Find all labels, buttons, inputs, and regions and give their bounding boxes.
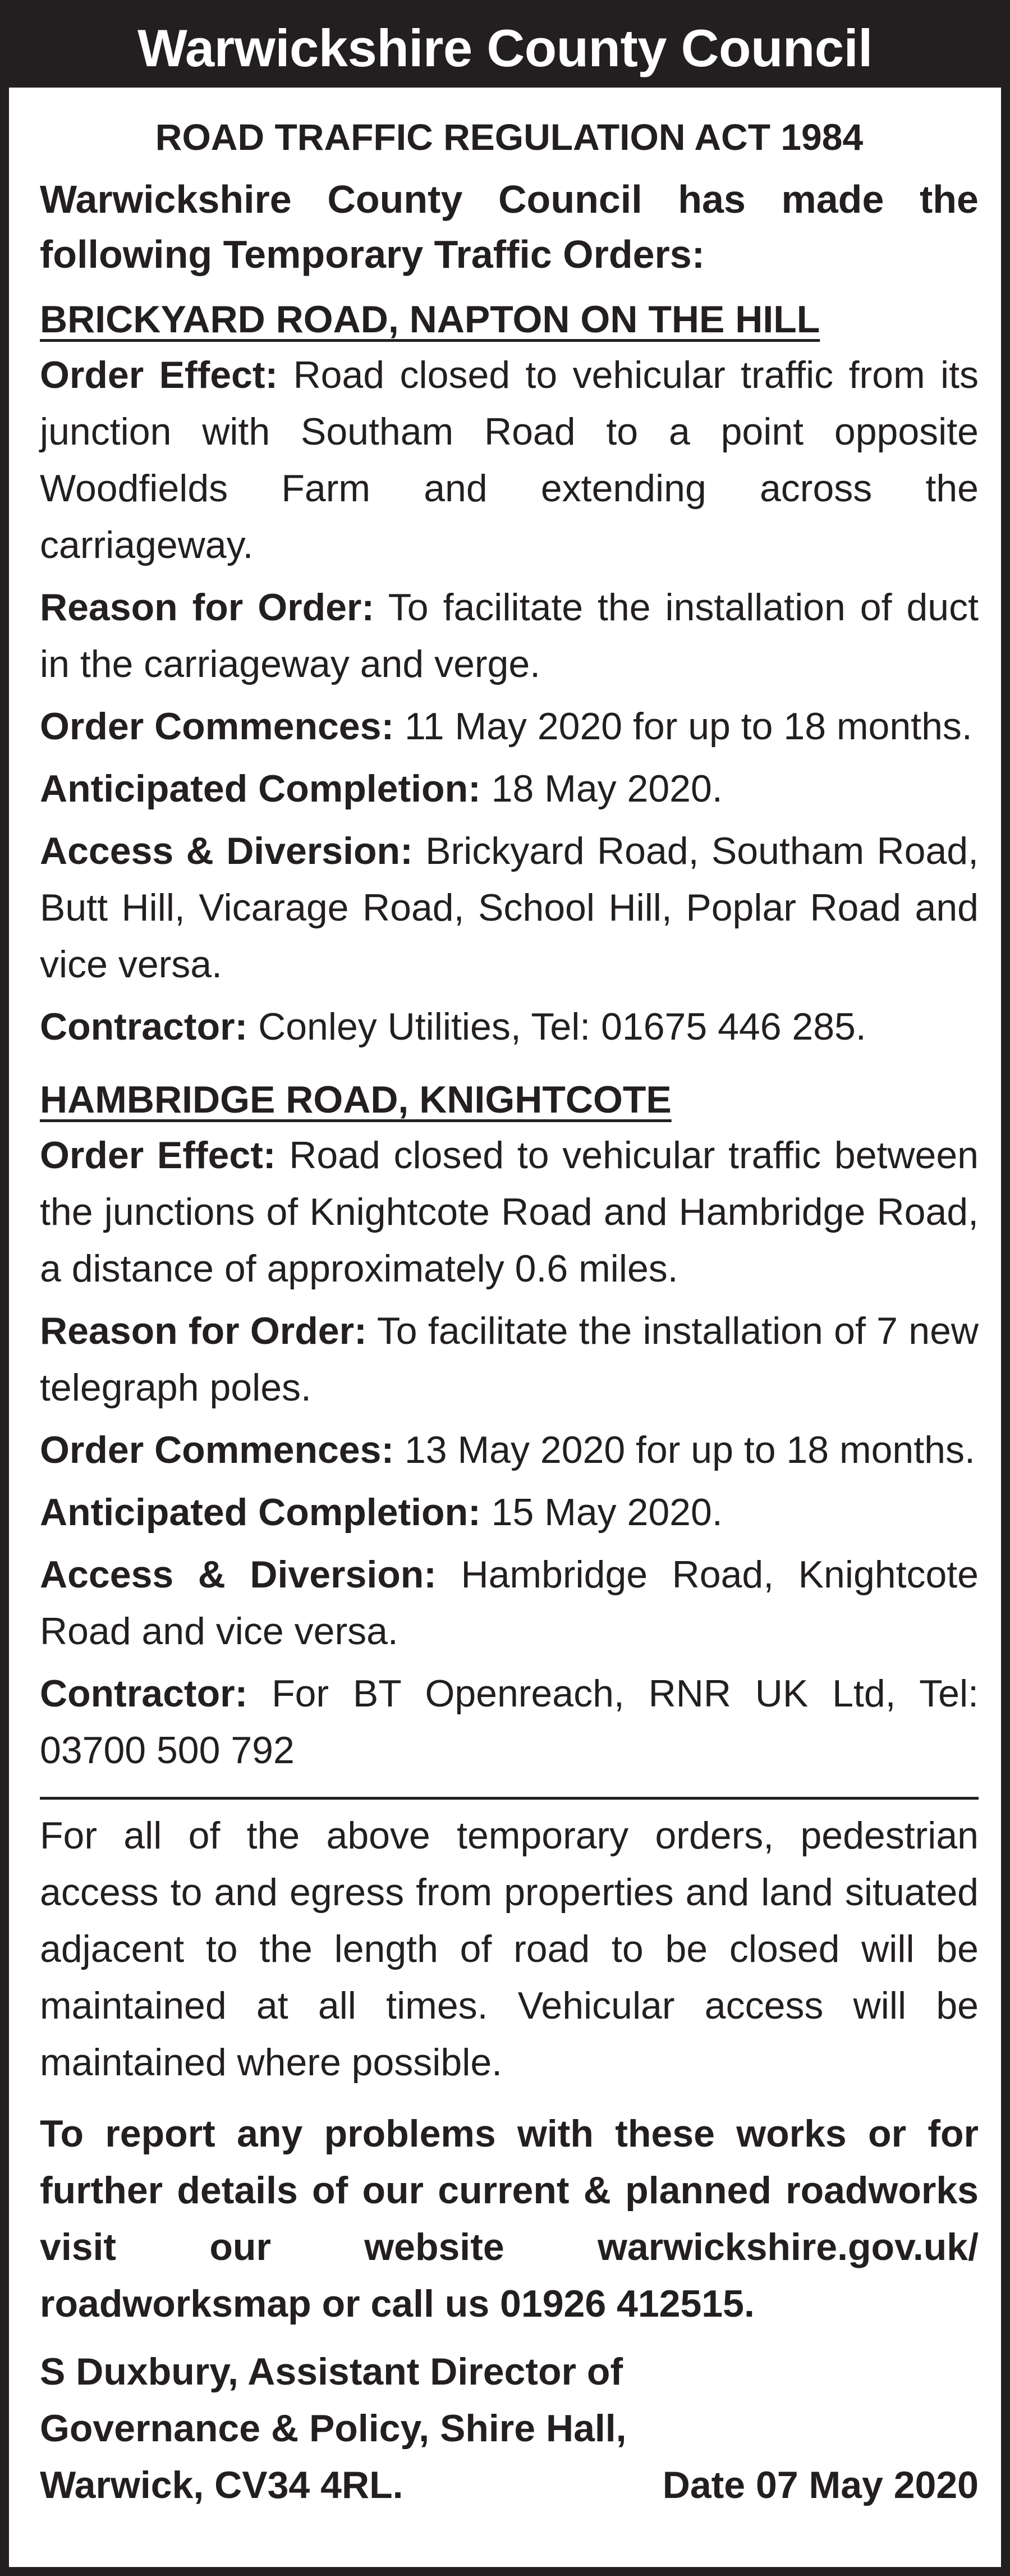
order-effect (40, 347, 979, 574)
order-effect-label: Order Effect: (40, 1134, 276, 1177)
anticipated-completion (40, 1484, 979, 1541)
access-note: For all of the above temporary orders, pedestrian access to and egress from properties and land situated adjacent to the length of road to be closed will be maintained at all times. Vehicular access will be maintained where possible. (40, 1814, 979, 2084)
order-section-hambridge-road (40, 1072, 979, 1779)
order-commences-label: Order Commences: (40, 705, 394, 748)
order-reason-text: To facilitate the installation of 7 new telegraph poles. (40, 1310, 979, 1409)
signature-line-1: S Duxbury, Assistant Director of (40, 2350, 623, 2393)
anticipated-completion-label: Anticipated Completion: (40, 767, 481, 810)
order-effect-text: Road closed to vehicular traffic from its junction with Southam Road to a point opposite Woodfields Farm and extending across the carriageway. (40, 354, 979, 566)
anticipated-completion-label: Anticipated Completion: (40, 1491, 481, 1534)
order-commences-label: Order Commences: (40, 1429, 394, 1471)
anticipated-completion (40, 761, 979, 817)
access-diversion-label: Access & Diversion: (40, 1553, 437, 1596)
signature-footer (40, 2457, 979, 2514)
contractor-text: Conley Utilities, Tel: 01675 446 285. (247, 1005, 866, 1048)
order-effect-text: Road closed to vehicular traffic between the junctions of Knightcote Road and Hambridge Road, a distance of approximately 0.6 miles. (40, 1134, 979, 1290)
order-reason (40, 579, 979, 693)
notice-body (40, 115, 979, 2514)
order-effect-label: Order Effect: (40, 354, 278, 396)
contractor-label: Contractor: (40, 1672, 248, 1715)
signature-line-3: Warwick, CV34 4RL. (40, 2464, 403, 2506)
council-banner: Warwickshire County Council (9, 9, 1001, 88)
order-reason-text: To facilitate the installation of duct in the carriageway and verge. (40, 586, 979, 685)
contractor (40, 1666, 979, 1779)
notice-date: Date 07 May 2020 (662, 2464, 979, 2506)
intro-text: Warwickshire County Council has made the following Temporary Traffic Orders: (40, 177, 979, 276)
divider (40, 1797, 979, 1800)
order-reason (40, 1303, 979, 1416)
contractor-text: For BT Openreach, RNR UK Ltd, Tel: 03700 500 792 (40, 1672, 979, 1772)
order-commences (40, 1422, 979, 1479)
signature-block (40, 2344, 979, 2514)
anticipated-completion-text: 15 May 2020. (480, 1491, 723, 1534)
section-title: BRICKYARD ROAD, NAPTON ON THE HILL (40, 298, 820, 341)
order-commences-text: 11 May 2020 for up to 18 months. (394, 705, 972, 748)
anticipated-completion-text: 18 May 2020. (480, 767, 723, 810)
access-diversion-text: Hambridge Road, Knightcote Road and vice versa. (40, 1553, 979, 1653)
section-title: HAMBRIDGE ROAD, KNIGHTCOTE (40, 1078, 672, 1121)
access-diversion (40, 1546, 979, 1660)
contractor (40, 999, 979, 1055)
act-title: ROAD TRAFFIC REGULATION ACT 1984 (155, 116, 864, 158)
contractor-label: Contractor: (40, 1005, 248, 1048)
order-reason-label: Reason for Order: (40, 1310, 367, 1352)
access-diversion-label: Access & Diversion: (40, 830, 413, 872)
order-section-brickyard-road (40, 292, 979, 1055)
order-commences-text: 13 May 2020 for up to 18 months. (394, 1429, 975, 1471)
order-effect (40, 1127, 979, 1297)
signature-line-2: Governance & Policy, Shire Hall, (40, 2407, 627, 2450)
access-diversion-text: Brickyard Road, Southam Road, Butt Hill, Vicarage Road, School Hill, Poplar Road and vice versa. (40, 830, 979, 986)
access-diversion (40, 823, 979, 993)
order-reason-label: Reason for Order: (40, 586, 375, 629)
report-note: To report any problems with these works or for further details of our current & planned roadworks visit our website warwickshire.gov.uk/ roadworksmap or call us 01926 412515. (40, 2112, 979, 2325)
order-commences (40, 698, 979, 755)
